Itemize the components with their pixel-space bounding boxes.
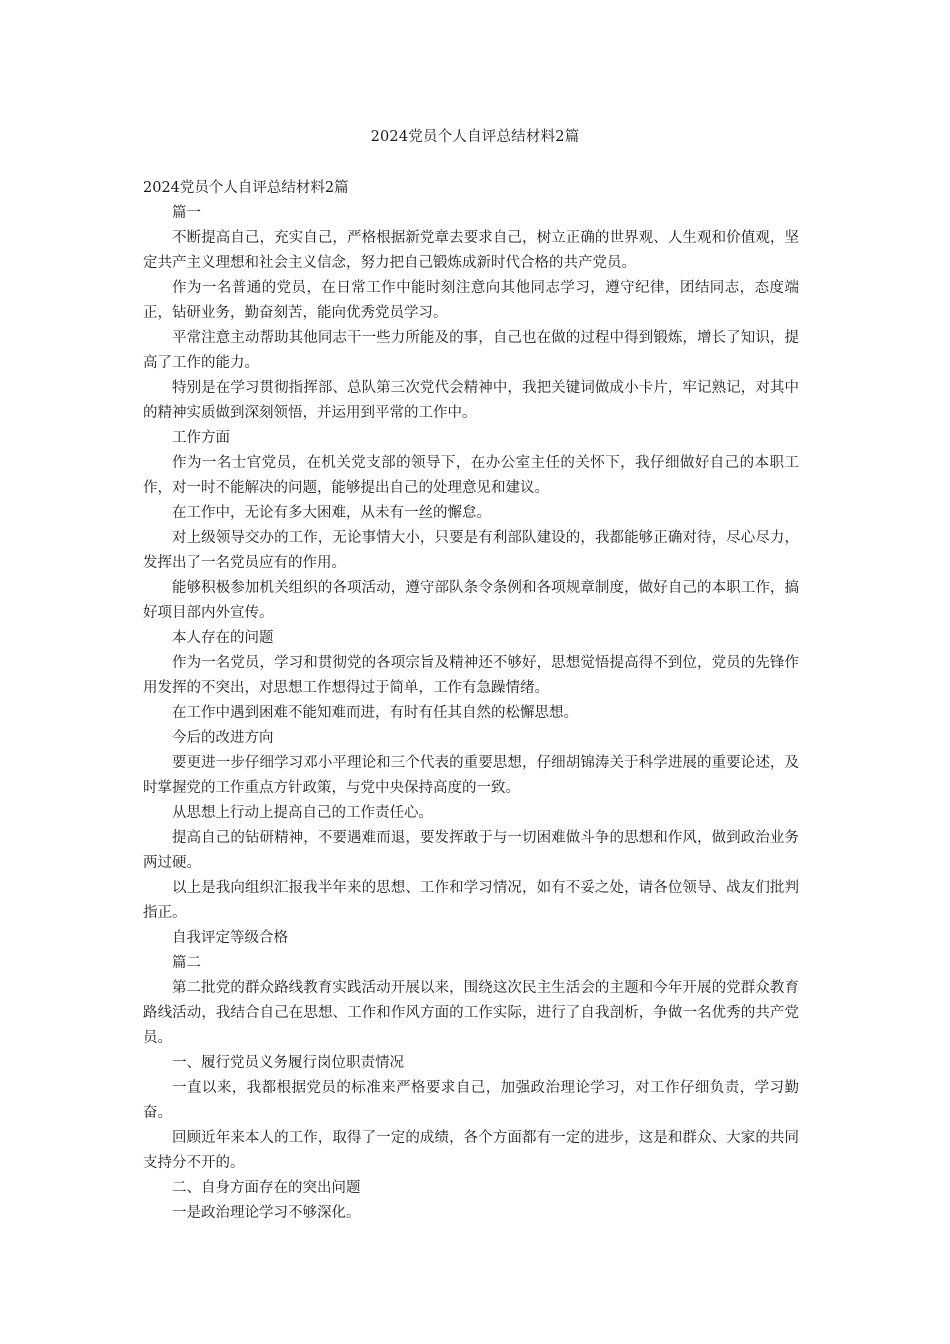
paragraph: 在工作中，无论有多大困难，从未有一丝的懈怠。 [172,505,491,521]
paragraph: 作为一名党员，学习和贯彻党的各项宗旨及精神还不够好，思想觉悟提高得不到位，党员的先锋作用发挥的不突出，对思想工作想得过于简单，工作有急躁情绪。 [143,655,799,696]
paragraph: 要更进一步仔细学习邓小平理论和三个代表的重要思想，仔细胡锦涛关于科学进展的重要论述，及时掌握党的工作重点方针政策，与党中央保持高度的一致。 [143,755,799,796]
paragraph: 在工作中遇到困难不能知难而进，有时有任其自然的松懈思想。 [172,705,578,721]
paragraph: 平常注意主动帮助其他同志干一些力所能及的事，自己也在做的过程中得到锻炼，增长了知识，提高了工作的能力。 [143,330,799,371]
paragraph: 以上是我向组织汇报我半年来的思想、工作和学习情况，如有不妥之处，请各位领导、战友们批判指正。 [143,880,799,921]
paragraph: 作为一名普通的党员，在日常工作中能时刻注意向其他同志学习，遵守纪律，团结同志，态度端正，钻研业务，勤奋刻苦，能向优秀党员学习。 [143,280,799,321]
section-heading-part-two: 篇二 [172,955,201,971]
subheading-issues: 二、自身方面存在的突出问题 [172,1180,361,1196]
document-body [143,176,799,1226]
paragraph: 回顾近年来本人的工作，取得了一定的成绩，各个方面都有一定的进步，这是和群众、大家的共同支持分不开的。 [143,1130,799,1171]
paragraph: 第二批党的群众路线教育实践活动开展以来，围绕这次民主生活会的主题和今年开展的党群众教育路线活动，我结合自己在思想、工作和作风方面的工作实际，进行了自我剖析，争做一名优秀的共产党员。 [143,980,799,1046]
paragraph: 一是政治理论学习不够深化。 [172,1205,361,1221]
self-rating: 自我评定等级合格 [172,930,288,946]
paragraph: 从思想上行动上提高自己的工作责任心。 [172,805,433,821]
document-title: 2024党员个人自评总结材料2篇 [370,129,580,145]
paragraph: 对上级领导交办的工作，无论事情大小，只要是有利部队建设的，我都能够正确对待，尽心尽力，发挥出了一名党员应有的作用。 [143,530,799,571]
section-heading-part-one: 篇一 [172,205,201,221]
subheading-improvement: 今后的改进方向 [172,730,274,746]
subheading-problems: 本人存在的问题 [172,630,274,646]
paragraph: 一直以来，我都根据党员的标准来严格要求自己，加强政治理论学习，对工作仔细负责，学习勤奋。 [143,1080,799,1121]
paragraph: 不断提高自己，充实自己，严格根据新党章去要求自己，树立正确的世界观、人生观和价值观，坚定共产主义理想和社会主义信念，努力把自己锻炼成新时代合格的共产党员。 [143,230,799,271]
paragraph: 作为一名士官党员，在机关党支部的领导下，在办公室主任的关怀下，我仔细做好自己的本职工作，对一时不能解决的问题，能够提出自己的处理意见和建议。 [143,455,799,496]
subheading-duties: 一、履行党员义务履行岗位职责情况 [172,1055,404,1071]
paragraph: 特别是在学习贯彻指挥部、总队第三次党代会精神中，我把关键词做成小卡片，牢记熟记，对其中的精神实质做到深刻领悟，并运用到平常的工作中。 [143,380,799,421]
body-heading: 2024党员个人自评总结材料2篇 [143,180,349,196]
paragraph: 能够积极参加机关组织的各项活动，遵守部队条令条例和各项规章制度，做好自己的本职工作，搞好项目部内外宣传。 [143,580,799,621]
subheading-work: 工作方面 [172,430,230,446]
paragraph: 提高自己的钻研精神，不要遇难而退，要发挥敢于与一切困难做斗争的思想和作风，做到政治业务两过硬。 [143,830,799,871]
